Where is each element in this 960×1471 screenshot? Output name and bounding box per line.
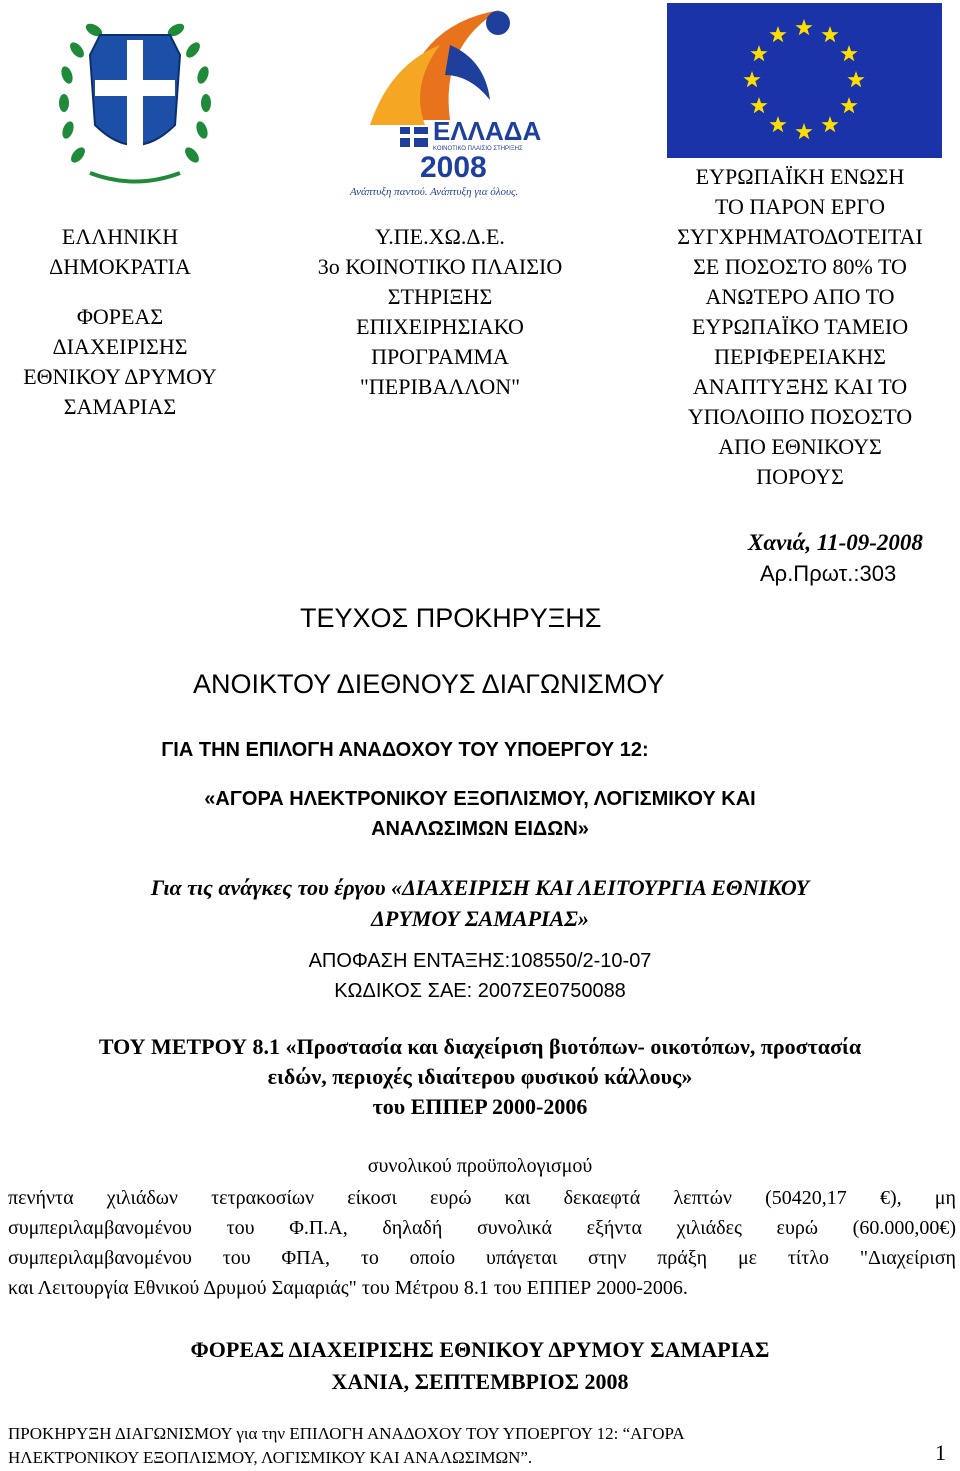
header-right-column (640, 162, 960, 492)
measure-block (20, 1032, 940, 1122)
selection-line-2: «ΑΓΟΡΑ ΗΛΕΚΤΡΟΝΙΚΟΥ ΕΞΟΠΛΙΣΜΟΥ, ΛΟΓΙΣΜΙΚΟΥ ΚΑΙ (204, 788, 756, 810)
footer-line-1: ΠΡΟΚΗΡΥΞΗ ΔΙΑΓΩΝΙΣΜΟΥ για την ΕΠΙΛΟΓΗ ΑΝΑΔΟΧΟΥ ΤΟΥ ΥΠΟΕΡΓΟΥ 12: “ΑΓΟΡΑ (8, 1424, 685, 1443)
project-block (0, 872, 960, 934)
eu-line-3: ΣΥΓΧΡΗΜΑΤΟΔΟΤΕΙΤΑΙ (677, 224, 923, 249)
logo-tagline: Ανάπτυξη παντού. Ανάπτυξη για όλους. (350, 186, 519, 198)
place-date: Χανιά, 11-09-2008 (748, 530, 923, 555)
budget-line-1: πενήντα χιλιάδων τετρακοσίων είκοσι ευρώ και δεκαεφτά λεπτών (50420,17 €), μη (8, 1187, 956, 1209)
eu-star-icon (841, 97, 858, 113)
eu-star-icon (769, 26, 786, 42)
measure-line-2: ειδών, περιοχές ιδιαίτερου φυσικού κάλλους» (267, 1064, 693, 1089)
signature-line-2: ΧΑΝΙΑ, ΣΕΠΤΕΜΒΡΙΟΣ 2008 (331, 1369, 629, 1394)
body-line-3: ΕΘΝΙΚΟΥ ΔΡΥΜΟΥ (23, 364, 217, 389)
signature-line-1: ΦΟΡΕΑΣ ΔΙΑΧΕΙΡΙΣΗΣ ΕΘΝΙΚΟΥ ΔΡΥΜΟΥ ΣΑΜΑΡΙΑΣ (190, 1337, 770, 1362)
country-line-2: ΔΗΜΟΚΡΑΤΙΑ (49, 254, 191, 279)
program-line-1: 3ο ΚΟΙΝΟΤΙΚΟ ΠΛΑΙΣΙΟ (317, 254, 563, 279)
logo-year: 2008 (420, 151, 487, 184)
header-middle-column (270, 222, 610, 402)
budget-line-2: συμπεριλαμβανομένου του Φ.Π.Α, δηλαδή συνολικά εξήντα χιλιάδες ευρώ (60.000,00€) (8, 1217, 956, 1239)
eu-star-icon (821, 26, 838, 42)
program-line-4: ΠΡΟΓΡΑΜΜΑ (371, 344, 509, 369)
program-line-3: ΕΠΙΧΕΙΡΗΣΙΑΚΟ (356, 314, 524, 339)
eu-line-11: ΠΟΡΟΥΣ (756, 464, 844, 489)
eu-line-4: ΣΕ ΠΟΣΟΣΤΟ 80% ΤΟ (693, 254, 907, 279)
eu-star-icon (750, 45, 767, 61)
page-footer (8, 1422, 868, 1470)
program-line-5: "ΠΕΡΙΒΑΛΛΟΝ" (359, 374, 521, 399)
document-title: ΤΕΥΧΟΣ ΠΡΟΚΗΡΥΞΗΣ (300, 603, 602, 633)
logo-small-text: ΚΟΙΝΟΤΙΚΟ ΠΛΑΙΣΙΟ ΣΤΗΡΙΞΗΣ (433, 146, 523, 152)
budget-heading: συνολικού προϋπολογισμού (367, 1155, 593, 1177)
eu-star-icon (769, 116, 786, 132)
project-line-2: ΔΡΥΜΟΥ ΣΑΜΑΡΙΑΣ» (371, 906, 589, 931)
project-line-1: Για τις ανάγκες του έργου «ΔΙΑΧΕΙΡΙΣΗ ΚΑΙ ΛΕΙΤΟΥΡΓΙΑ ΕΘΝΙΚΟΥ (150, 875, 810, 900)
ministry-line: Υ.ΠΕ.ΧΩ.Δ.Ε. (375, 224, 505, 249)
eu-line-1: ΕΥΡΩΠΑΪΚΗ ΕΝΩΣΗ (695, 164, 905, 189)
protocol-number: Αρ.Πρωτ.:303 (760, 561, 897, 586)
selection-line-3: ΑΝΑΛΩΣΙΜΩΝ ΕΙΔΩΝ» (371, 818, 589, 840)
eu-star-icon (743, 71, 760, 87)
decision-line: ΑΠΟΦΑΣΗ ΕΝΤΑΞΗΣ:108550/2-10-07 (308, 950, 652, 972)
body-line-4: ΣΑΜΑΡΙΑΣ (63, 394, 177, 419)
header-left-column (20, 222, 220, 422)
eu-star-icon (821, 116, 838, 132)
measure-line-3: του ΕΠΠΕΡ 2000-2006 (372, 1094, 588, 1119)
budget-paragraph (8, 1183, 956, 1303)
eu-line-9: ΥΠΟΛΟΙΠΟ ΠΟΣΟΣΤΟ (687, 404, 913, 429)
budget-line-4: και Λειτουργία Εθνικού Δρυμού Σαμαριάς" του Μέτρου 8.1 του ΕΠΠΕΡ 2000-2006. (8, 1277, 688, 1299)
footer-line-2: ΗΛΕΚΤΡΟΝΙΚΟΥ ΕΞΟΠΛΙΣΜΟΥ, ΛΟΓΙΣΜΙΚΟΥ ΚΑΙ ΑΝΑΛΩΣΙΜΩΝ”. (8, 1448, 533, 1467)
eu-star-icon (847, 71, 864, 87)
greece-2008-cohesion-logo (330, 5, 565, 200)
greek-emblem-logo (50, 5, 220, 190)
eu-line-2: ΤΟ ΠΑΡΟΝ ΕΡΓΟ (715, 194, 885, 219)
measure-line-1: ΤΟΥ ΜΕΤΡΟΥ 8.1 «Προστασία και διαχείριση βιοτόπων- οικοτόπων, προστασία (98, 1034, 862, 1059)
code-line: ΚΩΔΙΚΟΣ ΣΑΕ: 2007ΣΕ0750088 (334, 980, 626, 1002)
signature-block (0, 1334, 960, 1398)
page-number: 1 (935, 1440, 946, 1465)
eu-line-10: ΑΠΟ ΕΘΝΙΚΟΥΣ (718, 434, 882, 459)
eu-line-8: ΑΝΑΠΤΥΞΗΣ ΚΑΙ ΤΟ (692, 374, 908, 399)
eu-line-7: ΠΕΡΙΦΕΡΕΙΑΚΗΣ (714, 344, 886, 369)
eu-star-icon (795, 123, 812, 139)
eu-star-icon (841, 45, 858, 61)
selection-line-1: ΓΙΑ ΤΗΝ ΕΠΙΛΟΓΗ ΑΝΑΔΟΧΟΥ ΤΟΥ ΥΠΟΕΡΓΟΥ 12: (161, 739, 649, 761)
budget-line-3: συμπεριλαμβανομένου του ΦΠΑ, το οποίο υπάγεται στην πράξη με τίτλο "Διαχείριση (8, 1247, 956, 1269)
codes-block (0, 946, 960, 1006)
eu-star-icon (750, 97, 767, 113)
country-line-1: ΕΛΛΗΝΙΚΗ (61, 224, 179, 249)
tender-title: ΑΝΟΙΚΤΟΥ ΔΙΕΘΝΟΥΣ ΔΙΑΓΩΝΙΣΜΟΥ (193, 669, 665, 699)
eu-line-6: ΕΥΡΩΠΑΪΚΟ ΤΑΜΕΙΟ (691, 314, 909, 339)
eu-line-5: ΑΝΩΤΕΡΟ ΑΠΟ ΤΟ (705, 284, 895, 309)
body-line-1: ΦΟΡΕΑΣ (76, 304, 164, 329)
eu-stars-icon (667, 3, 942, 158)
program-line-2: ΣΤΗΡΙΞΗΣ (387, 284, 493, 309)
selection-block (0, 735, 960, 844)
eu-flag (667, 3, 942, 158)
eu-star-icon (795, 19, 812, 35)
logo-word: ΕΛΛΑΔΑ (433, 116, 542, 146)
body-line-2: ΔΙΑΧΕΙΡΙΣΗΣ (52, 334, 188, 359)
